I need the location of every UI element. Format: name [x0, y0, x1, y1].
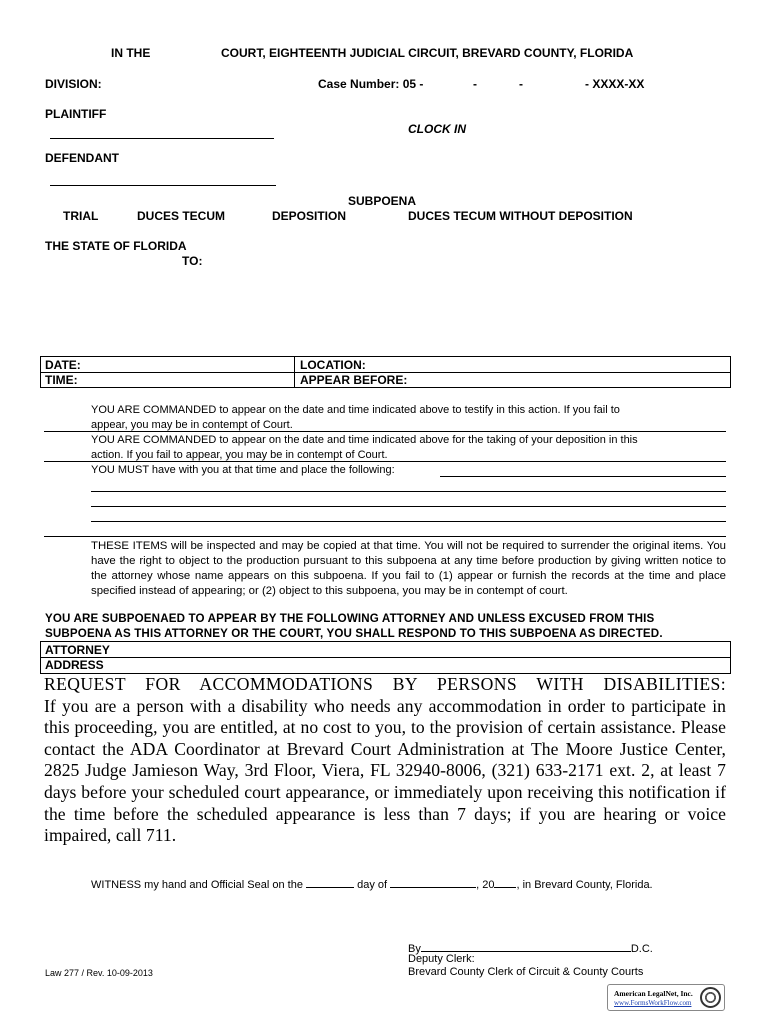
witness-statement	[91, 876, 653, 891]
court-name: COURT, EIGHTEENTH JUDICIAL CIRCUIT, BREVARD COUNTY, FLORIDA	[221, 46, 634, 60]
checkbox-line-testify[interactable]	[44, 431, 726, 432]
clerk-office-label: Brevard County Clerk of Circuit & County Courts	[408, 966, 644, 978]
date-location-table	[40, 356, 731, 388]
witness-day-field[interactable]	[306, 876, 354, 888]
plaintiff-name-line[interactable]	[50, 138, 274, 139]
command-deposition-line1: YOU ARE COMMANDED to appear on the date and time indicated above for the taking of your deposition in this	[91, 434, 638, 446]
appear-before-label[interactable]: APPEAR BEFORE:	[300, 373, 408, 387]
deposition-option[interactable]: DEPOSITION	[272, 209, 347, 223]
command-deposition-line2: action. If you fail to appear, you may be in contempt of Court.	[91, 449, 388, 461]
command-testify-line1: YOU ARE COMMANDED to appear on the date and time indicated above to testify in this action. If you fail to	[91, 404, 620, 416]
defendant-name-line[interactable]	[50, 185, 276, 186]
clock-in-label: CLOCK IN	[408, 122, 466, 136]
command-testify-line2: appear, you may be in contempt of Court.	[91, 419, 293, 431]
command-must-have: YOU MUST have with you at that time and place the following:	[91, 464, 395, 476]
to-label: TO:	[182, 254, 203, 268]
duces-tecum-without-deposition-option[interactable]: DUCES TECUM WITHOUT DEPOSITION	[408, 209, 633, 223]
ada-accommodation-notice	[44, 674, 726, 847]
checkbox-line-items[interactable]	[44, 536, 726, 537]
dc-label: D.C.	[630, 943, 653, 955]
case-number-label: Case Number: 05 -	[318, 77, 424, 91]
case-number-dash: -	[519, 77, 523, 91]
witness-year-prefix: , 20	[476, 879, 495, 891]
defendant-label: DEFENDANT	[45, 151, 119, 165]
logo-emblem-icon	[700, 987, 721, 1008]
items-fill-line[interactable]	[440, 476, 726, 477]
deputy-clerk-label: Deputy Clerk:	[408, 953, 475, 965]
ada-title: REQUEST FOR ACCOMMODATIONS BY PERSONS WITH DISABILITIES:	[44, 674, 726, 694]
form-id: Law 277 / Rev. 10-09-2013	[45, 968, 153, 978]
by-label: By	[408, 943, 421, 955]
attorney-label[interactable]: ATTORNEY	[45, 643, 110, 657]
division-label: DIVISION:	[45, 77, 102, 91]
subpoena-title: SUBPOENA	[348, 194, 417, 208]
plaintiff-label: PLAINTIFF	[45, 107, 107, 121]
attorney-table	[40, 641, 731, 674]
logo-company-name: American LegalNet, Inc.	[614, 989, 693, 998]
witness-month-field[interactable]	[390, 876, 476, 888]
checkbox-line-deposition[interactable]	[44, 461, 726, 462]
ada-body: If you are a person with a disability who needs any accommodation in order to participate in this proceeding, you are entitled, at no cost to you, to the provision of certain assistance. Please contact the ADA Coordinator at Brevard Court Administration at The Moore Justice Center, 2825 Judge Jamieson Way, 3rd Floor, Viera, FL 32940-8006, (321) 633-2171 ext. 2, at least 7 days before your scheduled court appearance, or immediately upon receiving this notification if the time before the scheduled appearance is less than 7 days; if you are hearing or voice impaired, call 711.	[44, 695, 726, 846]
state-of-florida: THE STATE OF FLORIDA	[45, 239, 187, 253]
address-label[interactable]: ADDRESS	[45, 658, 104, 672]
witness-day-of: day of	[357, 879, 388, 891]
legalnet-logo[interactable]	[607, 984, 725, 1011]
in-the-label: IN THE	[111, 46, 151, 60]
items-fill-line[interactable]	[91, 521, 726, 522]
duces-tecum-option[interactable]: DUCES TECUM	[137, 209, 226, 223]
witness-suffix: , in Brevard County, Florida.	[516, 879, 653, 891]
subpoenaed-notice-line2: SUBPOENA AS THIS ATTORNEY OR THE COURT, YOU SHALL RESPOND TO THIS SUBPOENA AS DIRECTED.	[45, 627, 663, 640]
items-fill-line[interactable]	[91, 506, 726, 507]
location-label[interactable]: LOCATION:	[300, 358, 366, 372]
items-inspection-paragraph: THESE ITEMS will be inspected and may be copied at that time. You will not be required to surrender the original items. You have the right to object to the production pursuant to this subpoena at any time before production by giving written notice to the attorney whose name appears on this subpoena. If you fail to (1) appear or furnish the records at the time and place specified instead of appearing; or (2) object to this subpoena, you may be in contempt of court.	[91, 540, 726, 597]
time-label[interactable]: TIME:	[45, 373, 78, 387]
case-number-dash: -	[473, 77, 477, 91]
case-number-suffix: - XXXX-XX	[585, 77, 645, 91]
date-label[interactable]: DATE:	[45, 358, 81, 372]
witness-prefix: WITNESS my hand and Official Seal on the	[91, 879, 303, 891]
items-fill-line[interactable]	[91, 491, 726, 492]
subpoenaed-notice-line1: YOU ARE SUBPOENAED TO APPEAR BY THE FOLLOWING ATTORNEY AND UNLESS EXCUSED FROM THIS	[45, 612, 655, 625]
deputy-clerk-signature-field[interactable]	[421, 940, 631, 952]
logo-url-link[interactable]: www.FormsWorkFlow.com	[614, 999, 692, 1007]
witness-year-field[interactable]	[494, 876, 516, 888]
trial-option[interactable]: TRIAL	[63, 209, 99, 223]
